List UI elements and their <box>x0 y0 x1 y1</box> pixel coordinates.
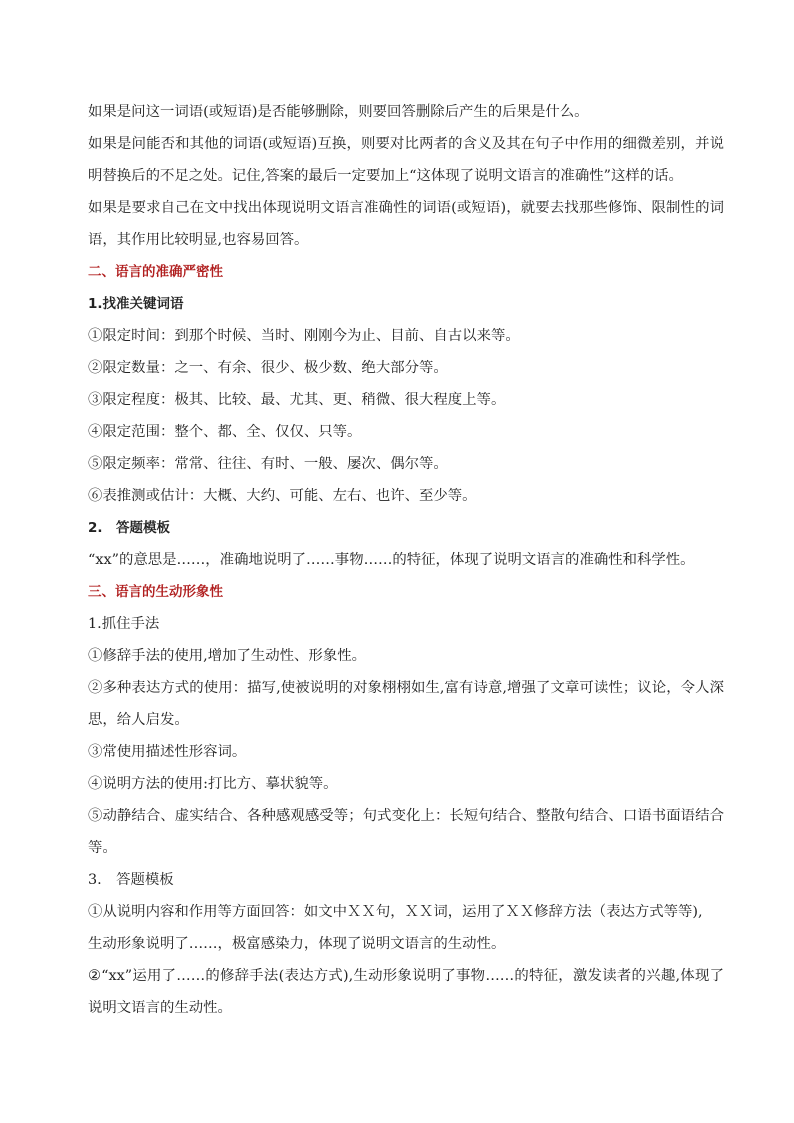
section-title-accuracy: 二、语言的准确严密性 <box>88 264 223 280</box>
list-item: ①修辞手法的使用,增加了生动性、形象性。 <box>88 648 366 664</box>
list-item: ②多种表达方式的使用：描写,使被说明的对象栩栩如生,富有诗意,增强了文章可读性；议论，令人深思，给人启发。 <box>88 680 724 728</box>
list-item: ⑤限定频率：常常、往往、有时、一般、屡次、偶尔等。 <box>88 456 448 472</box>
paragraph-delete: 如果是问这一词语(或短语)是否能够删除，则要回答删除后产生的后果是什么。 <box>88 104 589 120</box>
list-item: ③限定程度：极其、比较、最、尤其、更、稍微、很大程度上等。 <box>88 392 506 408</box>
list-item: ⑥表推测或估计：大概、大约、可能、左右、也许、至少等。 <box>88 488 477 504</box>
list-item: ①限定时间：到那个时候、当时、刚刚今为止、目前、自古以来等。 <box>88 328 520 344</box>
paragraph-find: 如果是要求自己在文中找出体现说明文语言准确性的词语(或短语)，就要去找那些修饰、限制性的词语，其作用比较明显,也容易回答。 <box>88 200 724 248</box>
list-item: ②限定数量：之一、有余、很少、极少数、绝大部分等。 <box>88 360 448 376</box>
list-item: ③常使用描述性形容词。 <box>88 744 247 760</box>
template-text: ②“xx”运用了……的修辞手法(表达方式),生动形象说明了事物……的特征，激发读者的兴趣,体现了说明文语言的生动性。 <box>88 968 724 1016</box>
template-text: ①从说明内容和作用等方面回答：如文中ＸＸ句，ＸＸ词，运用了ＸＸ修辞方法（表达方式等等), <box>88 904 703 920</box>
template-text: “xx”的意思是……，准确地说明了……事物……的特征，体现了说明文语言的准确性和科学性。 <box>88 552 695 568</box>
paragraph-replace: 如果是问能否和其他的词语(或短语)互换，则要对比两者的含义及其在句子中作用的细微差别，并说明替换后的不足之处。记住,答案的最后一定要加上“这体现了说明文语言的准确性”这样的话。 <box>88 136 724 184</box>
list-item: ④限定范围：整个、都、全、仅仅、只等。 <box>88 424 362 440</box>
list-item: ⑤动静结合、虚实结合、各种感观感受等；句式变化上：长短句结合、整散句结合、口语书面语结合等。 <box>88 808 724 856</box>
subheading-template: 2. 答题模板 <box>88 520 171 536</box>
section-title-vividness: 三、语言的生动形象性 <box>88 584 223 600</box>
subheading-template: 3. 答题模板 <box>88 872 174 888</box>
subheading-keywords: 1.找准关键词语 <box>88 296 184 312</box>
template-text: 生动形象说明了……，极富感染力，体现了说明文语言的生动性。 <box>88 936 506 952</box>
list-item: ④说明方法的使用:打比方、摹状貌等。 <box>88 776 338 792</box>
document-body <box>72 96 724 1024</box>
subheading-techniques: 1.抓住手法 <box>88 616 160 632</box>
